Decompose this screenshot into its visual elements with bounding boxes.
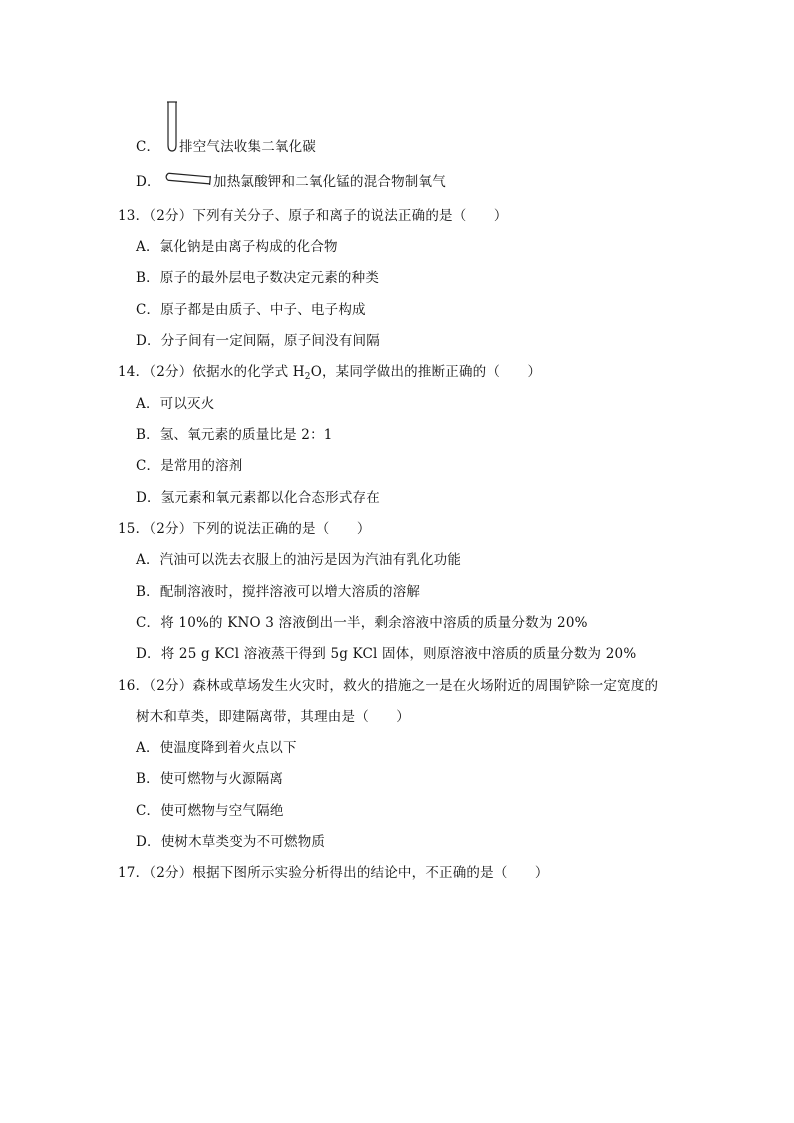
question-16-stem-continued: 树木和草类，即建隔离带，其理由是（ ）	[136, 709, 410, 725]
question-14-option-c: C．是常用的溶剂	[136, 458, 243, 474]
question-16-option-d: D．使树木草类变为不可燃物质	[136, 834, 326, 850]
question-16-option-a: A．使温度降到着火点以下	[136, 740, 297, 756]
question-13-option-d: D．分子间有一定间隔，原子间没有间隔	[136, 333, 380, 349]
question-16-stem: 16．（2分）森林或草场发生火灾时，救火的措施之一是在火场附近的周围铲除一定宽度的	[118, 678, 659, 694]
question-14-option-b: B．氢、氧元素的质量比是 2：1	[136, 427, 333, 443]
question-14-option-d: D．氢元素和氧元素都以化合态形式存在	[136, 490, 380, 506]
tilted-test-tube-icon	[164, 172, 212, 186]
question-15-option-c: C．将 10%的 KNO 3 溶液倒出一半，剩余溶液中溶质的质量分数为 20%	[136, 615, 588, 631]
question-13-option-b: B．原子的最外层电子数决定元素的种类	[136, 270, 380, 286]
question-16-option-b: B．使可燃物与火源隔离	[136, 771, 284, 787]
question-15-option-b: B．配制溶液时，搅拌溶液可以增大溶质的溶解	[136, 584, 421, 600]
water-formula-subscript: 2	[304, 372, 311, 382]
option-d-text: 加热氯酸钾和二氧化锰的混合物制氧气	[213, 174, 446, 190]
option-letter: D．	[136, 174, 161, 190]
question-15-option-a: A．汽油可以洗去衣服上的油污是因为汽油有乳化功能	[136, 552, 462, 568]
question-14-option-a: A．可以灭火	[136, 396, 215, 412]
question-15-stem: 15．（2分）下列的说法正确的是（ ）	[118, 521, 371, 537]
question-17-stem: 17．（2分）根据下图所示实验分析得出的结论中，不正确的是（ ）	[118, 865, 549, 881]
question-13-option-a: A．氯化钠是由离子构成的化合物	[136, 239, 338, 255]
question-13-stem: 13．（2分）下列有关分子、原子和离子的说法正确的是（ ）	[118, 208, 508, 224]
question-16-option-c: C．使可燃物与空气隔绝	[136, 803, 284, 819]
question-13-option-c: C．原子都是由质子、中子、电子构成	[136, 302, 366, 318]
option-c-text: 排空气法收集二氧化碳	[179, 139, 316, 155]
question-14-stem-after: O，某同学做出的推断正确的（ ）	[310, 364, 542, 380]
question-15-option-d: D．将 25 g KCl 溶液蒸干得到 5g KCl 固体，则原溶液中溶质的质量分数为 20%	[136, 646, 637, 662]
upright-test-tube-icon	[165, 101, 179, 153]
option-letter: C．	[136, 139, 161, 155]
option-d-line	[136, 173, 161, 191]
option-c-line	[136, 138, 160, 156]
question-14-stem	[118, 363, 541, 383]
question-14-stem-before: 14．（2分）依据水的化学式 H	[118, 364, 305, 380]
